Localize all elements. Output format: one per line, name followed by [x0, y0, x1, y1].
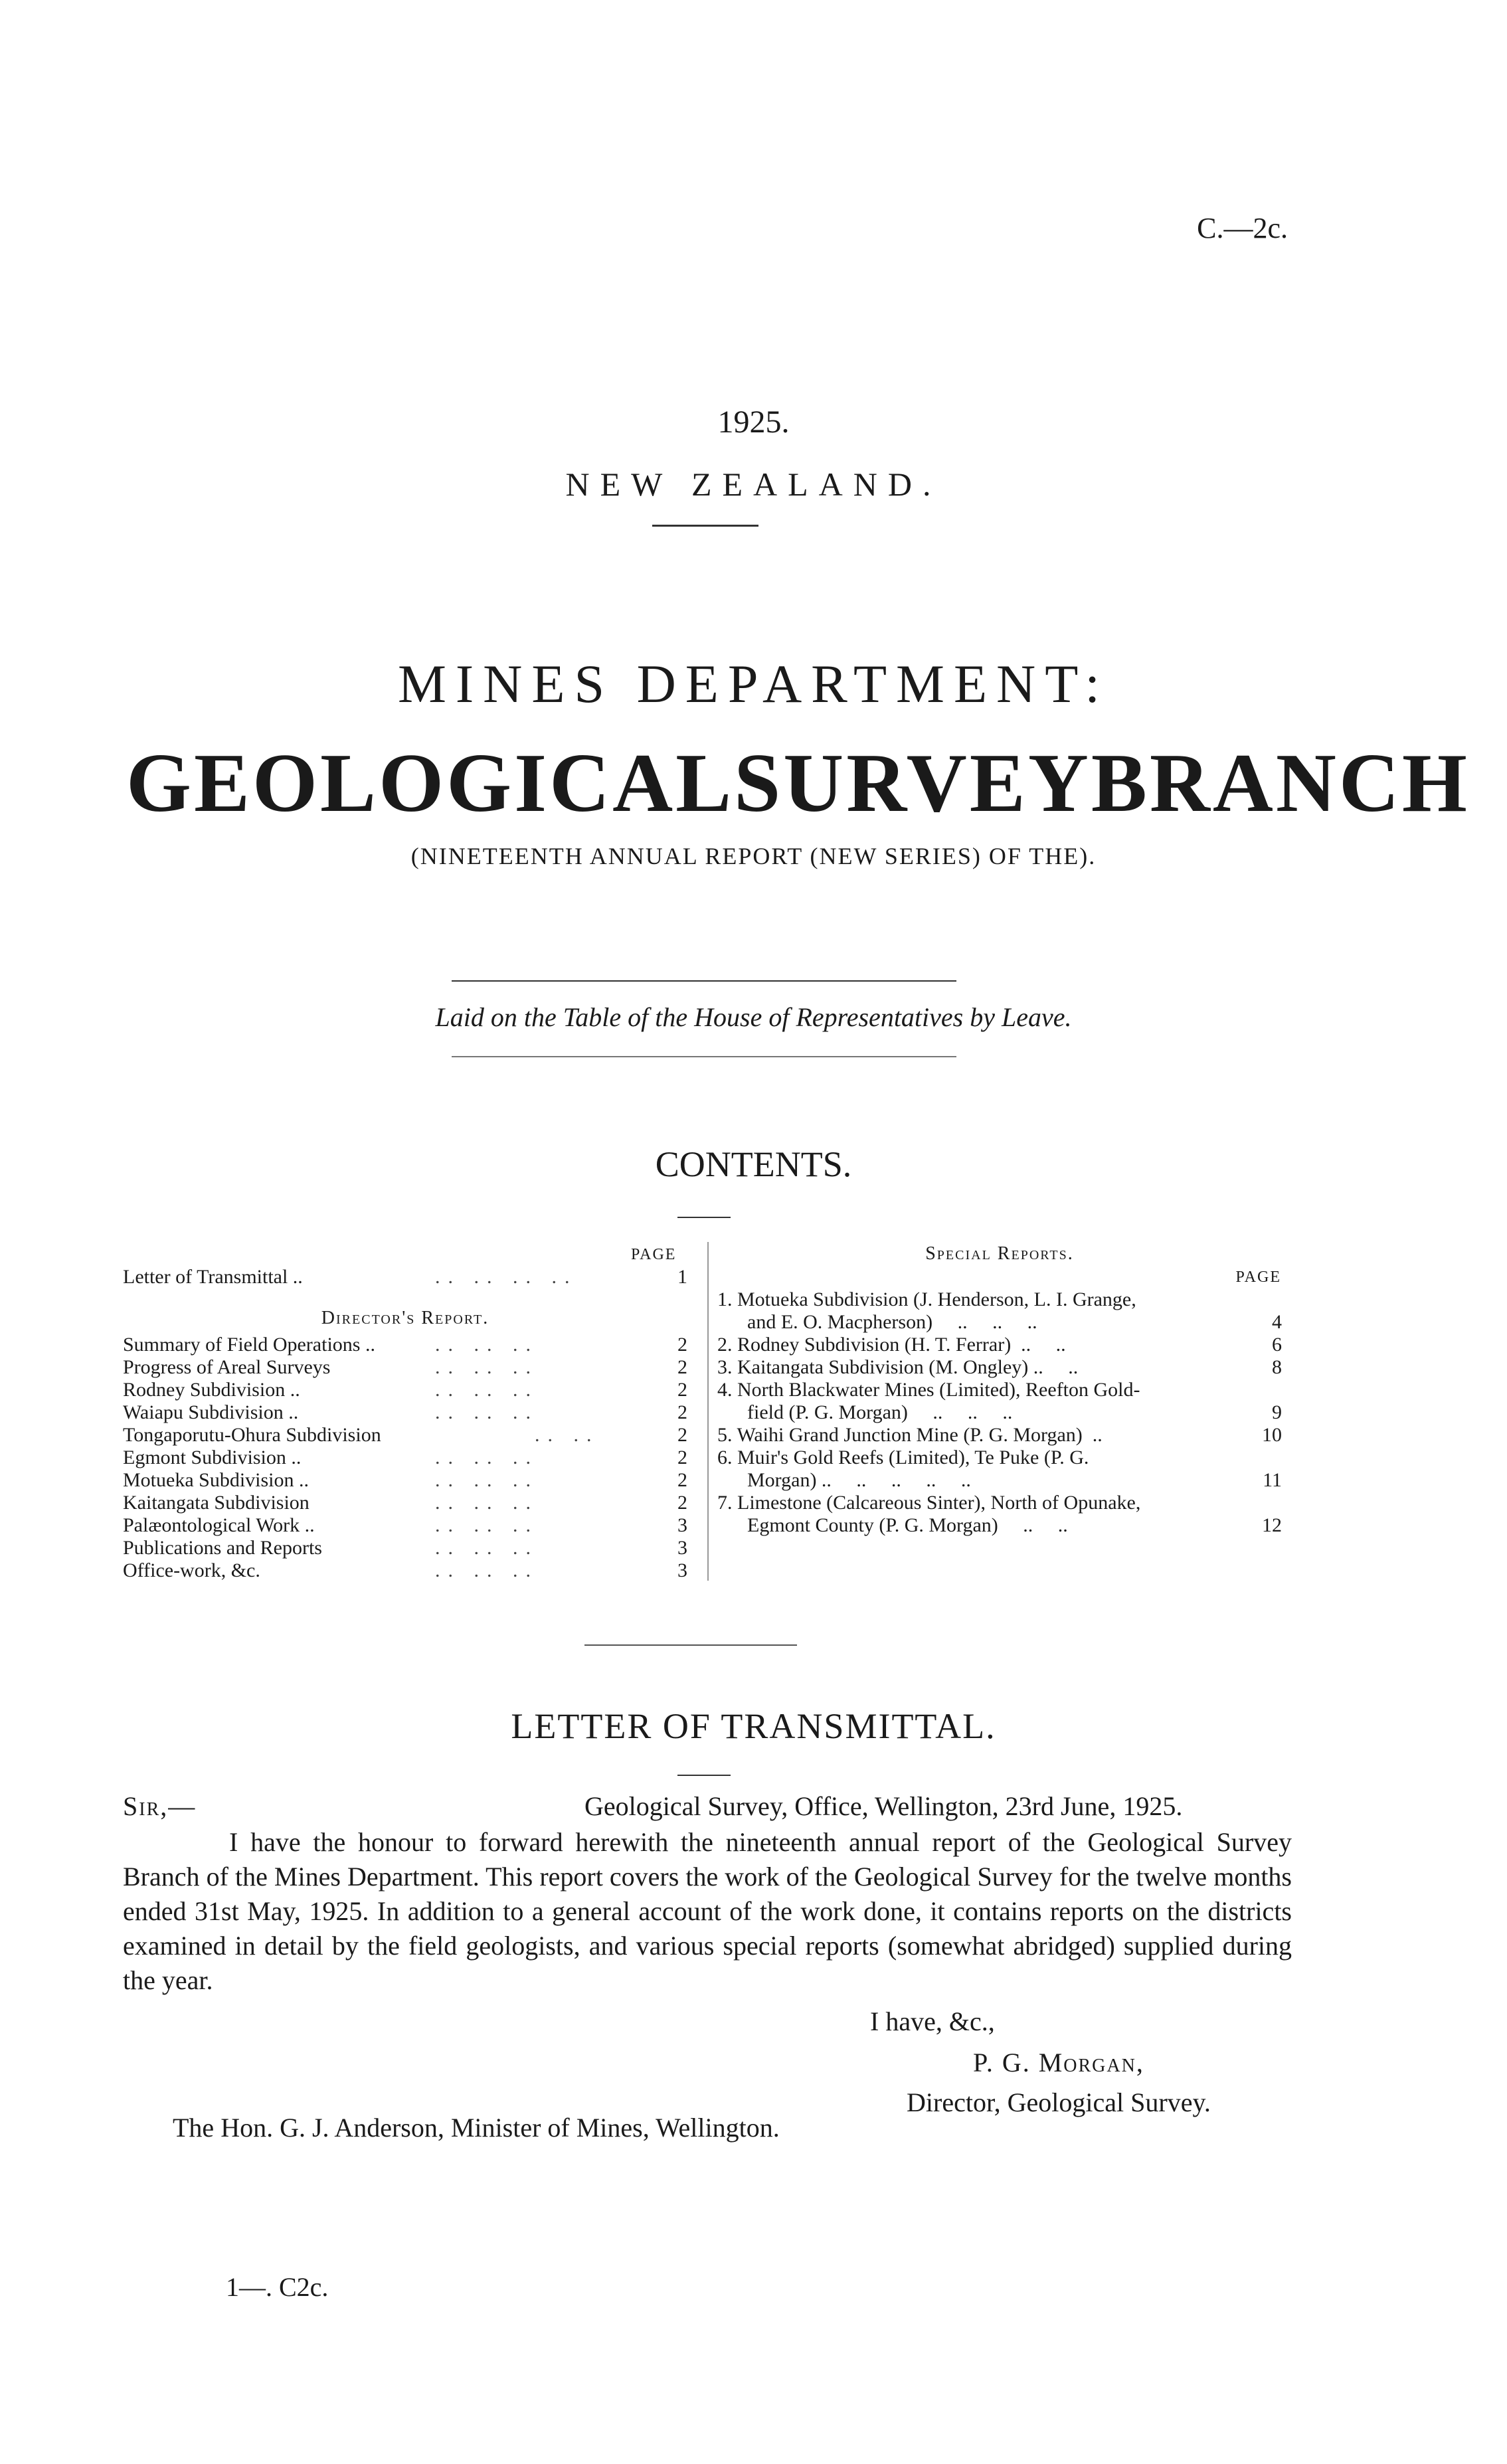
leader-dots: .. .. ..: [435, 1356, 539, 1378]
toc-entry: [123, 1334, 687, 1356]
divider: [452, 980, 956, 982]
special-report-line: [717, 1447, 1282, 1469]
special-report-page: 11: [1263, 1469, 1282, 1491]
toc-entry: [123, 1469, 687, 1492]
special-report-line: [717, 1424, 1282, 1447]
toc-entry: [123, 1401, 687, 1424]
toc-label: Progress of Areal Surveys: [123, 1356, 331, 1378]
toc-entry: [123, 1379, 687, 1401]
toc-entry: [123, 1266, 687, 1288]
toc-label: Publications and Reports: [123, 1537, 322, 1559]
special-reports-heading: Special Reports.: [925, 1243, 1074, 1264]
leader-dots: .. .. ..: [435, 1401, 539, 1423]
branch-word: GEOLOGICAL: [126, 737, 735, 830]
special-report-page: 9: [1272, 1401, 1282, 1423]
toc-label: Palæontological Work ..: [123, 1514, 315, 1536]
special-report-line: [717, 1356, 1282, 1379]
toc-page: 3: [677, 1514, 687, 1536]
leader-dots: .. .. ..: [435, 1537, 539, 1559]
special-report-line: [717, 1492, 1282, 1514]
special-report-text: 4. North Blackwater Mines (Limited), Reefton Gold-: [717, 1379, 1140, 1401]
special-report-line: [717, 1469, 1282, 1492]
toc-page: 3: [677, 1559, 687, 1581]
special-report-text: 2. Rodney Subdivision (H. T. Ferrar) .. ..: [717, 1334, 1066, 1356]
toc-label: Egmont Subdivision ..: [123, 1447, 302, 1468]
toc-label: Waiapu Subdivision ..: [123, 1401, 299, 1423]
page-column-label: PAGE: [631, 1246, 677, 1263]
document-reference: C.—2c.: [1197, 212, 1288, 244]
toc-label: Rodney Subdivision ..: [123, 1379, 300, 1401]
special-report-text: 7. Limestone (Calcareous Sinter), North of Opunake,: [717, 1492, 1141, 1514]
special-report-page: 10: [1262, 1424, 1282, 1446]
page-column-label: PAGE: [1235, 1269, 1281, 1286]
divider: [677, 1217, 731, 1218]
leader-dots: .. .. .. ..: [435, 1266, 578, 1288]
toc-page: 2: [677, 1492, 687, 1514]
department-title: MINES DEPARTMENT:: [397, 654, 1110, 714]
leader-dots: .. .. ..: [435, 1514, 539, 1536]
leader-dots: .. .. ..: [435, 1559, 539, 1581]
special-report-line: [717, 1288, 1282, 1311]
toc-page: 2: [677, 1469, 687, 1491]
special-report-line: [717, 1379, 1282, 1401]
letter-body: I have the honour to forward herewith the nineteenth annual report of the Geological Survey Branch of the Mines Department. This report covers the work of the Geological Survey for the twelve months ended 31st May, 1925. In addition to a general account of the work done, it contains reports on the districts examined in detail by the field geologists, and various special reports (somewhat abridged) supplied during the year.: [123, 1827, 1292, 1995]
special-report-text: 6. Muir's Gold Reefs (Limited), Te Puke (P. G.: [717, 1447, 1089, 1468]
closing: I have, &c.,: [870, 2006, 995, 2036]
branch-title: [126, 736, 1470, 832]
divider: [584, 1644, 797, 1646]
toc-label: Letter of Transmittal ..: [123, 1266, 303, 1288]
leader-dots: .. .. ..: [435, 1379, 539, 1401]
leader-dots: .. .. ..: [435, 1492, 539, 1514]
letter-heading: LETTER OF TRANSMITTAL.: [511, 1706, 996, 1746]
divider: [452, 1056, 956, 1057]
branch-word: SURVEY: [734, 737, 1091, 830]
contents-heading: CONTENTS.: [655, 1144, 852, 1184]
special-report-line: [717, 1514, 1282, 1537]
special-report-text: 1. Motueka Subdivision (J. Henderson, L. I. Grange,: [717, 1288, 1136, 1310]
leader-dots: .. .. ..: [435, 1447, 539, 1468]
divider: [652, 525, 758, 527]
signatory-title: Director, Geological Survey.: [907, 2087, 1211, 2117]
addressee: The Hon. G. J. Anderson, Minister of Mines, Wellington.: [173, 2113, 780, 2143]
toc-label: Kaitangata Subdivision: [123, 1492, 310, 1514]
year: 1925.: [717, 404, 790, 440]
toc-page: 2: [677, 1447, 687, 1468]
toc-label: Motueka Subdivision ..: [123, 1469, 310, 1491]
printer-mark: 1—. C2c.: [226, 2272, 329, 2302]
leader-dots: .. .. ..: [435, 1334, 539, 1356]
divider: [677, 1775, 731, 1776]
toc-entry: [123, 1559, 687, 1582]
toc-label: Summary of Field Operations ..: [123, 1334, 375, 1356]
toc-entry: [123, 1447, 687, 1469]
toc-page: 3: [677, 1537, 687, 1559]
toc-entry: [123, 1492, 687, 1514]
toc-page: 2: [677, 1334, 687, 1356]
special-report-page: 12: [1262, 1514, 1282, 1536]
signatory-name: P. G. Morgan,: [973, 2048, 1144, 2077]
toc-page: 2: [677, 1424, 687, 1446]
director-report-heading: Director's Report.: [321, 1308, 489, 1328]
toc-page: 2: [677, 1356, 687, 1378]
place-and-date: Geological Survey, Office, Wellington, 23rd June, 1925.: [584, 1791, 1183, 1821]
toc-entry: [123, 1356, 687, 1379]
toc-entry: [123, 1424, 687, 1447]
branch-word: BRANCH: [1091, 737, 1470, 830]
laid-on-table-note: Laid on the Table of the House of Representatives by Leave.: [435, 1002, 1072, 1032]
special-report-page: 8: [1272, 1356, 1282, 1378]
special-report-page: 6: [1272, 1334, 1282, 1356]
special-report-line: [717, 1311, 1282, 1334]
special-report-line: [717, 1401, 1282, 1424]
toc-page: 2: [677, 1379, 687, 1401]
special-report-text: 3. Kaitangata Subdivision (M. Ongley) .. ..: [717, 1356, 1079, 1378]
special-report-page: 4: [1272, 1311, 1282, 1333]
toc-page: 2: [677, 1401, 687, 1423]
special-report-text: Egmont County (P. G. Morgan) .. ..: [717, 1514, 1068, 1536]
special-report-text: and E. O. Macpherson) .. .. ..: [717, 1311, 1037, 1333]
special-report-text: 5. Waihi Grand Junction Mine (P. G. Morgan) ..: [717, 1424, 1103, 1446]
toc-label: Tongaporutu-Ohura Subdivision: [123, 1424, 381, 1446]
country-title: NEW ZEALAND.: [565, 466, 942, 503]
toc-entry: [123, 1537, 687, 1559]
special-report-line: [717, 1334, 1282, 1356]
leader-dots: .. .. ..: [435, 1469, 539, 1491]
special-report-text: field (P. G. Morgan) .. .. ..: [717, 1401, 1013, 1423]
toc-page: 1: [677, 1266, 687, 1288]
salutation: Sir,—: [123, 1791, 197, 1821]
toc-label: Office-work, &c.: [123, 1559, 260, 1581]
report-subtitle: (NINETEENTH ANNUAL REPORT (NEW SERIES) OF THE).: [410, 843, 1097, 869]
column-divider: [707, 1242, 709, 1581]
leader-dots: .. ..: [535, 1424, 600, 1446]
toc-entry: [123, 1514, 687, 1537]
special-report-text: Morgan) .. .. .. .. ..: [717, 1469, 971, 1491]
